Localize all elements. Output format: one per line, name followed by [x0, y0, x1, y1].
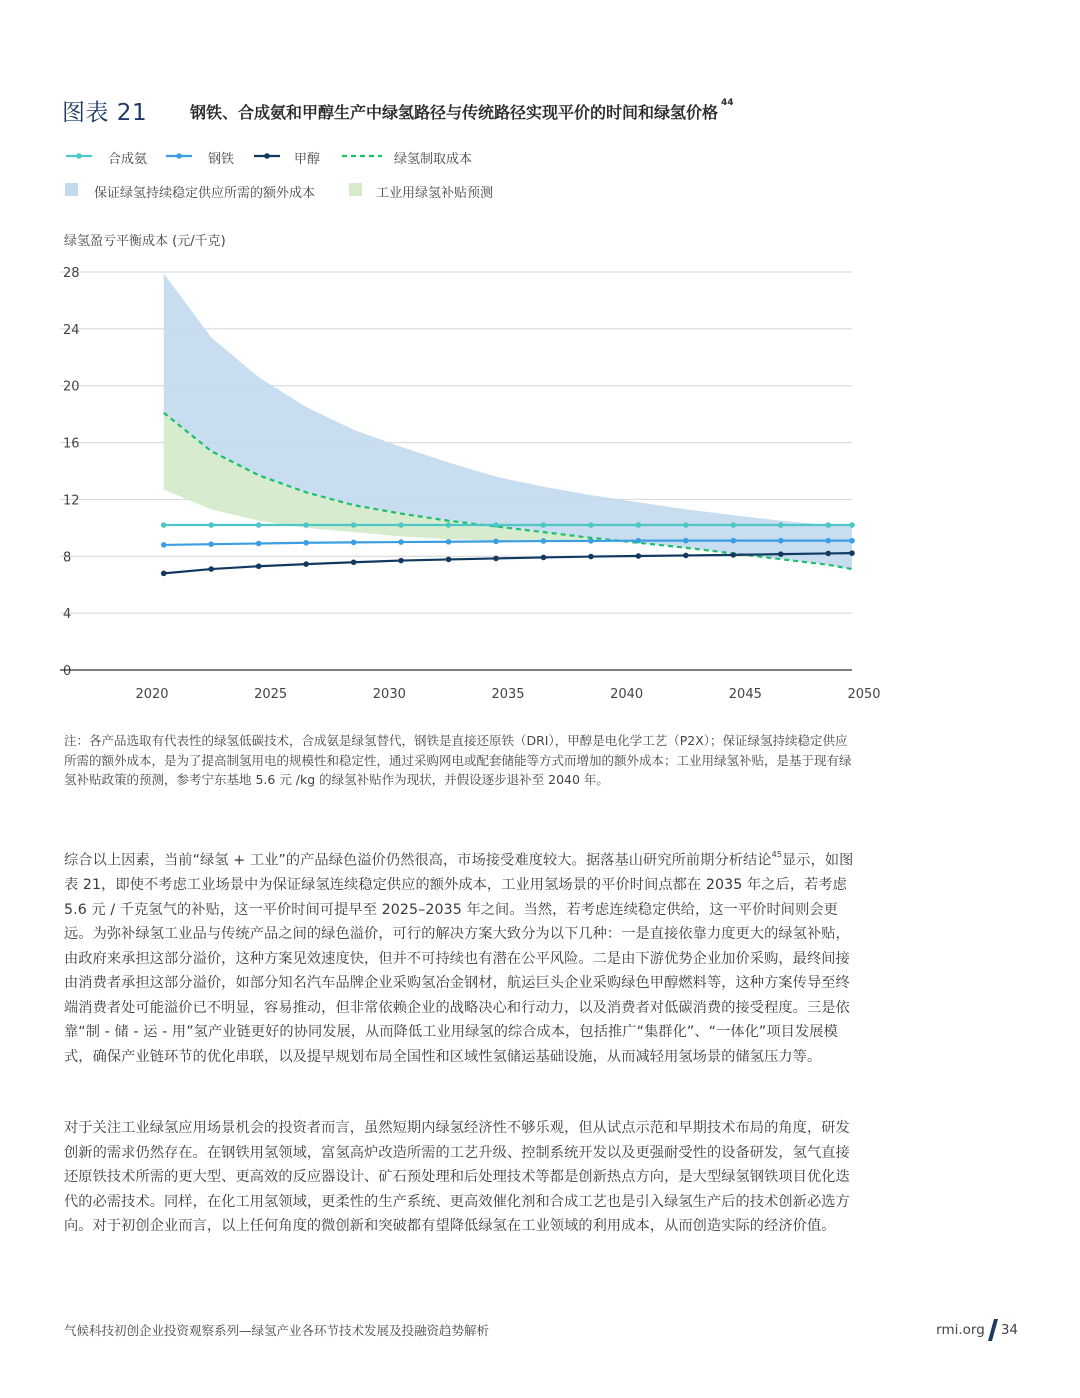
- legend-lines: [64, 145, 484, 167]
- y-tick-label-4: 4: [63, 607, 72, 623]
- point-steel-2050: [849, 538, 855, 544]
- legend-ammonia: [64, 145, 164, 167]
- point-steel-2045: [731, 538, 737, 544]
- figure-header: [62, 94, 1022, 130]
- breakeven-line-chart: [60, 255, 881, 710]
- p1-text-b: 显示，如图表 21，即使不考虑工业场景中为保证绿氢连续稳定供应的额外成本，工业用氢场景的平价时间点都在 2035 年之后，若考虑 5.6 元 / 千克氢气的补贴，这一平价时间可提早至 2025–2035 年之间。当然，若考虑连续稳定供给，这一平价时间则会更远。为弥补绿氢工业品与传统产品之间的绿色溢价，可行的解决方案大致分为以下几种：一是直接依靠力度更大的绿氢补贴，由政府来承担这部分溢价，这种方案见效速度快，但并不可持续也有潜在公平风险。二是由下游优势企业加价采购，最终间接由消费者承担这部分溢价，如部分知名汽车品牌企业采购氢冶金钢材，航运巨头企业采购绿色甲醇燃料等，这种方案传导至终端消费者处可能溢价已不明显，容易推动，但非常依赖企业的战略决心和行动力，以及消费者对低碳消费的接受程度。三是依靠“制 - 储 - 运 - 用”氢产业链更好的协同发展，从而降低工业用绿氢的综合成本，包括推广“集群化”、“一体化”项目发展模式，确保产业链环节的优化串联，以及提早规划布局全国性和区域性氢储运基础设施，从而减轻用氢场景的储氢压力等。: [64, 852, 854, 1065]
- point-ammonia-2027: [303, 522, 309, 528]
- x-tick-label-2040: 2040: [610, 687, 644, 702]
- x-tick-label-2030: 2030: [372, 687, 406, 702]
- point-methanol-2043: [683, 553, 689, 559]
- point-steel-2041: [636, 538, 642, 544]
- footer-slash-icon: [988, 1319, 998, 1341]
- legend-steel: [164, 145, 254, 167]
- point-methanol-2039: [588, 554, 594, 560]
- point-ammonia-2049: [825, 522, 831, 528]
- point-ammonia-2041: [636, 522, 642, 528]
- y-tick-label-12: 12: [63, 493, 80, 509]
- figure-title-text: 钢铁、合成氨和甲醇生产中绿氢路径与传统路径实现平价的时间和绿氢价格: [190, 103, 719, 122]
- point-ammonia-2037: [541, 522, 547, 528]
- legend-methanol: [252, 145, 342, 167]
- point-steel-2049: [825, 538, 831, 544]
- point-steel-2035: [493, 539, 499, 545]
- body-paragraph-2: 对于关注工业绿氢应用场景机会的投资者而言，虽然短期内绿氢经济性不够乐观，但从试点示范和早期技术布局的角度，研发创新的需求仍然存在。在钢铁用氢领域，富氢高炉改造所需的工艺升级、控制系统开发以及更强耐受性的设备研发，氢气直接还原铁技术所需的更大型、更高效的反应器设计、矿石预处理和后处理技术等都是创新热点方向，是大型绿氢钢铁项目优化迭代的必需技术。同样，在化工用氢领域，更柔性的生产系统、更高效催化剂和合成工艺也是引入绿氢生产后的技术创新必选方向。对于初创企业而言，以上任何角度的微创新和突破都有望降低绿氢在工业领域的利用成本，从而创造实际的经济价值。: [64, 1120, 850, 1234]
- point-steel-2029: [351, 540, 357, 546]
- point-steel-2021: [161, 542, 167, 548]
- footer-site: rmi.org: [936, 1322, 985, 1338]
- point-methanol-2031: [398, 558, 404, 564]
- legend-green-h2-cost: [340, 145, 490, 167]
- point-steel-2033: [446, 539, 452, 545]
- point-steel-2031: [398, 539, 404, 545]
- p1-text-a: 综合以上因素，当前“绿氢 + 工业”的产品绿色溢价仍然很高，市场接受难度较大。据落基山研究所前期分析结论: [64, 852, 772, 869]
- point-methanol-2021: [161, 571, 167, 577]
- legend-subsidy-label: 工业用绿氢补贴预测: [376, 186, 494, 201]
- y-tick-label-0: 0: [63, 664, 72, 679]
- point-methanol-2033: [446, 557, 452, 563]
- legend-steel-marker: [164, 145, 200, 167]
- point-ammonia-2043: [683, 522, 689, 528]
- figure-title: [190, 97, 734, 123]
- point-ammonia-2023: [208, 522, 214, 528]
- y-tick-label-28: 28: [63, 266, 80, 281]
- legend-methanol-label: 甲醇: [294, 152, 321, 167]
- body-paragraph-1: [64, 845, 864, 1069]
- point-ammonia-2033: [446, 522, 452, 528]
- legend-methanol-marker: [252, 145, 288, 167]
- x-tick-label-2050: 2050: [847, 687, 881, 702]
- point-steel-2043: [683, 538, 689, 544]
- x-tick-label-2035: 2035: [491, 687, 525, 702]
- point-steel-2047: [778, 538, 784, 544]
- point-methanol-2037: [541, 555, 547, 561]
- point-ammonia-2035: [493, 522, 499, 528]
- point-ammonia-2025: [256, 522, 262, 528]
- point-methanol-2050: [849, 550, 855, 556]
- point-steel-2027: [303, 540, 309, 546]
- legend-extra-cost-swatch: [64, 179, 80, 201]
- point-methanol-2025: [256, 563, 262, 569]
- y-tick-label-16: 16: [63, 436, 80, 452]
- legend-ammonia-marker: [64, 145, 100, 167]
- point-steel-2023: [208, 541, 214, 547]
- legend-subsidy-swatch: [348, 179, 364, 201]
- y-axis-title: 绿氢盈亏平衡成本 (元/千克): [64, 234, 226, 249]
- footer-page-info: [936, 1319, 1018, 1341]
- p1-reference: 45: [771, 850, 783, 859]
- legend-areas: [64, 179, 524, 201]
- point-ammonia-2045: [731, 522, 737, 528]
- footer-page-number: 34: [1000, 1322, 1018, 1338]
- legend-subsidy: [348, 179, 518, 201]
- legend-green-h2-cost-marker: [340, 145, 384, 167]
- y-tick-label-8: 8: [63, 550, 72, 566]
- point-ammonia-2021: [161, 522, 167, 528]
- point-ammonia-2050: [849, 522, 855, 528]
- point-methanol-2029: [351, 559, 357, 565]
- point-methanol-2045: [731, 552, 737, 558]
- point-steel-2039: [588, 538, 594, 544]
- x-tick-label-2020: 2020: [135, 687, 169, 702]
- y-tick-label-24: 24: [63, 322, 80, 338]
- point-ammonia-2047: [778, 522, 784, 528]
- point-steel-2037: [541, 538, 547, 544]
- figure-note: 注：各产品选取有代表性的绿氢低碳技术，合成氨是绿氢替代，钢铁是直接还原铁（DRI），甲醇是电化学工艺（P2X）；保证绿氢持续稳定供应所需的额外成本，是为了提高制氢用电的规模性和稳定性，通过采购网电或配套储能等方式而增加的额外成本；工业用绿氢补贴，是基于现有绿氢补贴政策的预测，参考宁东基地 5.6 元 /kg 的绿氢补贴作为现状，并假设逐步退补至 2040 年。: [64, 733, 852, 787]
- figure-title-ref: 44: [721, 97, 734, 108]
- legend-extra-cost: [64, 179, 354, 201]
- point-ammonia-2039: [588, 522, 594, 528]
- point-methanol-2027: [303, 561, 309, 567]
- footer-series-title: 气候科技初创企业投资观察系列—绿氢产业各环节技术发展及投融资趋势解析: [64, 1323, 490, 1338]
- point-methanol-2023: [208, 566, 214, 572]
- legend-green-h2-cost-label: 绿氢制取成本: [394, 152, 473, 167]
- point-methanol-2049: [825, 551, 831, 557]
- y-tick-label-20: 20: [63, 379, 80, 395]
- point-methanol-2047: [778, 551, 784, 557]
- point-methanol-2041: [636, 553, 642, 559]
- point-steel-2025: [256, 541, 262, 547]
- point-methanol-2035: [493, 556, 499, 562]
- legend-ammonia-label: 合成氨: [108, 152, 148, 167]
- x-tick-label-2045: 2045: [728, 687, 762, 702]
- point-ammonia-2031: [398, 522, 404, 528]
- x-tick-label-2025: 2025: [254, 687, 288, 702]
- legend-extra-cost-label: 保证绿氢持续稳定供应所需的额外成本: [94, 186, 316, 201]
- legend-steel-label: 钢铁: [208, 152, 235, 167]
- figure-number: 图表 21: [62, 100, 148, 126]
- point-ammonia-2029: [351, 522, 357, 528]
